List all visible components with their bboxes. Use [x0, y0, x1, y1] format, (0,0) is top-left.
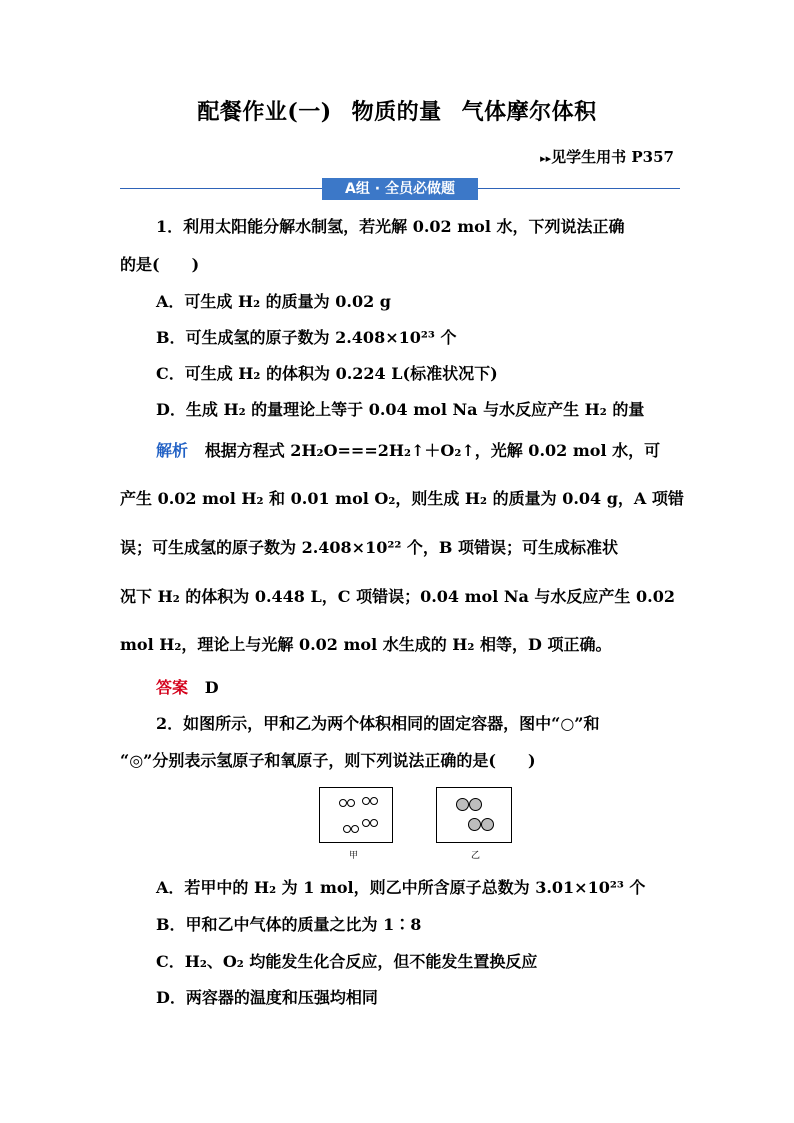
analysis-text-1: 根据方程式 2H₂O===2H₂↑＋O₂↑，光解 0.02 mol 水，可	[204, 441, 661, 460]
container-yi	[436, 787, 512, 843]
q1-analysis-line-2: 产生 0.02 mol H₂ 和 0.01 mol O₂，则生成 H₂ 的质量为 0.04 g，A 项错	[120, 489, 684, 508]
q1-option-c[interactable]: C．可生成 H₂ 的体积为 0.224 L(标准状况下)	[156, 364, 498, 383]
hydrogen-atom-icon	[347, 799, 355, 807]
q2-option-a[interactable]: A．若甲中的 H₂ 为 1 mol，则乙中所含原子总数为 3.01×10²³ 个	[156, 878, 646, 897]
q1-analysis-line-4: 况下 H₂ 的体积为 0.448 L，C 项错误；0.04 mol Na 与水反应产生 0.02	[120, 587, 675, 606]
analysis-label: 解析	[156, 441, 189, 460]
q1-analysis-line-1	[156, 438, 680, 461]
student-book-reference	[540, 146, 674, 167]
title-part-2: 物质的量	[351, 99, 442, 125]
q1-answer	[156, 675, 716, 698]
hydrogen-atom-icon	[362, 819, 370, 827]
q1-option-d[interactable]: D．生成 H₂ 的量理论上等于 0.04 mol Na 与水反应产生 H₂ 的量	[156, 400, 645, 419]
figure-label-jia: 甲	[349, 851, 359, 861]
hydrogen-atom-icon	[370, 819, 378, 827]
reference-text: 见学生用书 P357	[551, 148, 674, 166]
q2-stem-line-1: 2．如图所示，甲和乙为两个体积相同的固定容器，图中“○”和	[156, 714, 600, 733]
q1-option-a[interactable]: A．可生成 H₂ 的质量为 0.02 g	[156, 292, 391, 311]
page-title	[0, 95, 794, 126]
section-banner: A组 · 全员必做题	[322, 178, 478, 200]
q2-stem-line-2: “◎”分别表示氢原子和氧原子，则下列说法正确的是( )	[120, 751, 536, 770]
answer-value: D	[204, 678, 219, 697]
q1-stem-line-1: 1．利用太阳能分解水制氢，若光解 0.02 mol 水，下列说法正确	[156, 217, 625, 236]
figure-label-yi: 乙	[471, 851, 481, 861]
hydrogen-atom-icon	[343, 825, 351, 833]
q1-analysis-line-5: mol H₂，理论上与光解 0.02 mol 水生成的 H₂ 相等，D 项正确。	[120, 635, 612, 654]
q1-option-b[interactable]: B．可生成氢的原子数为 2.408×10²³ 个	[156, 328, 457, 347]
q2-option-c[interactable]: C．H₂、O₂ 均能发生化合反应，但不能发生置换反应	[156, 952, 538, 971]
answer-label: 答案	[156, 678, 189, 697]
q1-stem-line-2: 的是( )	[120, 255, 200, 274]
oxygen-atom-icon	[481, 818, 494, 831]
title-part-1: 配餐作业(一)	[197, 99, 332, 125]
oxygen-atom-icon	[469, 798, 482, 811]
hydrogen-atom-icon	[351, 825, 359, 833]
q2-option-d[interactable]: D．两容器的温度和压强均相同	[156, 988, 378, 1007]
q1-analysis-line-3: 误；可生成氢的原子数为 2.408×10²² 个，B 项错误；可生成标准状	[120, 538, 619, 557]
q2-option-b[interactable]: B．甲和乙中气体的质量之比为 1∶8	[156, 915, 422, 934]
hydrogen-atom-icon	[362, 797, 370, 805]
oxygen-atom-icon	[468, 818, 481, 831]
container-jia	[319, 787, 393, 843]
double-arrow-icon: ▸▸	[540, 152, 552, 165]
hydrogen-atom-icon	[339, 799, 347, 807]
hydrogen-atom-icon	[370, 797, 378, 805]
title-part-3: 气体摩尔体积	[461, 99, 597, 125]
oxygen-atom-icon	[456, 798, 469, 811]
